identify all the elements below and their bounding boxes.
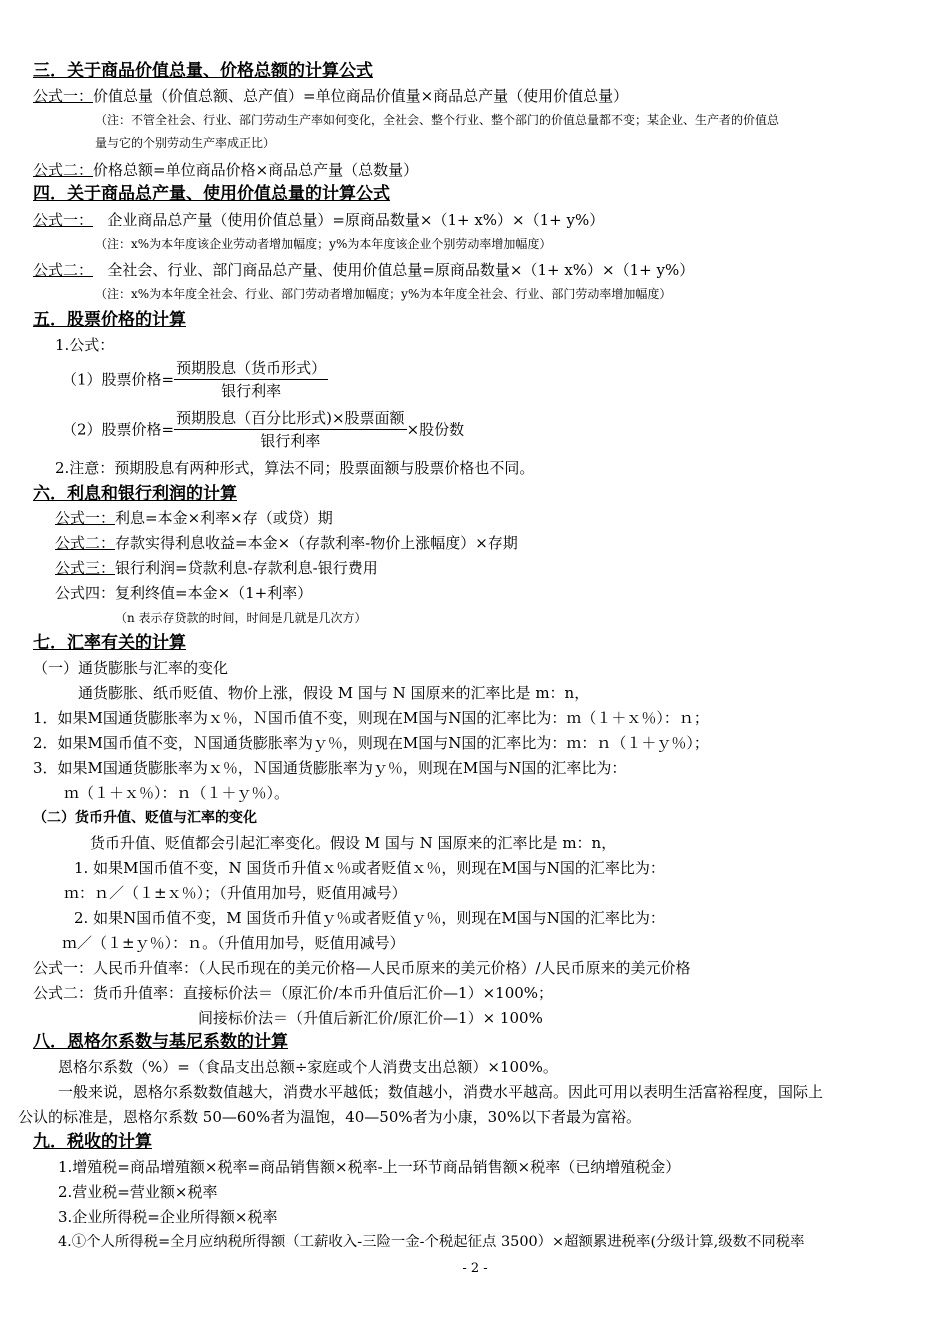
section-4-heading: 四．关于商品总产量、使用价值总量的计算公式 [33,184,390,204]
s6-note: （n 表示存贷款的时间，时间是几就是几次方） [115,611,367,625]
s9-item-1: 1.增殖税=商品增殖额×税率=商品销售额×税率-上一环节商品销售额×税率（已纳增殖税金） [58,1158,681,1176]
s4-formula-1 [33,210,604,230]
section-9-heading: 九．税收的计算 [33,1132,152,1152]
s5-f2-fraction [174,408,406,451]
section-3-heading: 三．关于商品价值总量、价格总额的计算公式 [33,61,373,81]
s7-p1-item-1: 1．如果M国通货膨胀率为ｘ％，Ｎ国币值不变，则现在M国与N国的汇率比为：ｍ（１＋ｘ％）：ｎ； [33,709,709,727]
s5-item-2: 2.注意：预期股息有两种形式，算法不同；股票面额与股票价格也不同。 [55,459,535,477]
s3-formula-1 [33,86,628,106]
s5-f2-denominator: 银行利率 [260,432,321,450]
s7-subheading-1: （一）通货膨胀与汇率的变化 [33,659,229,677]
section-6-heading: 六．利息和银行利润的计算 [33,484,237,504]
s5-f2-suffix: ×股份数 [406,420,465,439]
s4-note-2: （注：x%为本年度全社会、行业、部门劳动者增加幅度；y%为本年度全社会、行业、部门劳动率增加幅度） [95,287,672,301]
s9-item-3: 3.企业所得税=企业所得额×税率 [58,1208,278,1226]
s8-p2-cont: 公认的标准是，恩格尔系数 50—60%者为温饱，40—50%者为小康，30%以下者最为富裕。 [18,1108,641,1126]
s4-f1-label: 公式一： [33,211,94,229]
s7-p2-item-2-cont: ｍ／（１±ｙ％）：ｎ。（升值用加号，贬值用减号） [62,934,405,952]
s6-formula-4: 公式四：复利终值=本金×（1+利率） [55,584,313,602]
s3-f1-text: 价值总量（价值总额、总产值）=单位商品价值量×商品总产量（使用价值总量） [93,87,629,105]
s6-f1-label: 公式一： [55,509,116,527]
s7-p1: 通货膨胀、纸币贬值、物价上涨，假设 M 国与 N 国原来的汇率比是 m：n， [78,684,590,702]
s3-f1-label: 公式一： [33,87,94,105]
s7-formula-1: 公式一：人民币升值率：（人民币现在的美元价格—人民币原来的美元价格）/人民币原来的美元价格 [33,959,691,977]
s7-p2-item-1: 1. 如果M国币值不变，N 国货币升值ｘ％或者贬值ｘ％，则现在M国与N国的汇率比为： [74,859,665,877]
s6-f3-label: 公式三： [55,559,116,577]
s6-f3-text: 银行利润=贷款利息-存款利息-银行费用 [115,559,378,577]
s7-p1-item-3: 3．如果M国通货膨胀率为ｘ％，Ｎ国通货膨胀率为ｙ％，则现在M国与N国的汇率比为： [33,759,627,777]
s3-formula-2 [33,160,418,180]
s9-item-4: 4.①个人所得税=全月应纳税所得额（工薪收入-三险一金-个税起征点 3500）×超额累进税率(分级计算,级数不同税率 [58,1234,805,1250]
s7-p2-item-1-cont: ｍ：ｎ／（１±ｘ％）；（升值用加号，贬值用减号） [64,884,407,902]
s5-f1-denominator: 银行利率 [221,382,282,400]
s8-p1: 恩格尔系数（%）=（食品支出总额÷家庭或个人消费支出总额）×100%。 [58,1058,558,1076]
s7-formula-2: 公式二：货币升值率：直接标价法＝（原汇价/本币升值后汇价—1）×100%； [33,984,554,1002]
s4-note-1: （注：x%为本年度该企业劳动者增加幅度；y%为本年度该企业个别劳动率增加幅度） [95,237,552,251]
s5-f2-numerator: 预期股息（百分比形式)×股票面额 [174,408,406,430]
s4-formula-2 [33,260,694,280]
s7-p2-item-2: 2. 如果N国币值不变，M 国货币升值ｙ％或者贬值ｙ％，则现在M国与N国的汇率比为： [74,909,665,927]
section-7-heading: 七．汇率有关的计算 [33,633,186,653]
s3-note-line-2: 量与它的个别劳动生产率成正比） [95,136,276,150]
s3-note-line-1: （注：不管全社会、行业、部门劳动生产率如何变化，全社会、整个行业、整个部门的价值总量都不变；某企业、生产者的价值总 [95,113,780,127]
s4-f2-label: 公式二： [33,261,94,279]
s9-item-2: 2.营业税=营业额×税率 [58,1183,218,1201]
s7-subheading-2: （二）货币升值、贬值与汇率的变化 [33,810,257,826]
s4-f2-text: 全社会、行业、部门商品总产量、使用价值总量=原商品数量×（1+ x%）×（1+ y%） [107,261,695,279]
s8-p2: 一般来说，恩格尔系数数值越大，消费水平越低；数值越小，消费水平越高。因此可用以表明生活富裕程度，国际上 [58,1083,824,1101]
s5-f1-prefix: （1）股票价格= [62,370,175,389]
s5-f2-prefix: （2）股票价格= [62,420,175,439]
section-5-heading: 五．股票价格的计算 [33,310,186,330]
s7-p1-item-3-cont: ｍ（１＋ｘ％）：ｎ（１＋ｙ％）。 [64,784,290,802]
s5-f1-fraction [174,358,328,401]
s7-p2: 货币升值、贬值都会引起汇率变化。假设 M 国与 N 国原来的汇率比是 m：n， [90,834,617,852]
s6-f2-label: 公式二： [55,534,116,552]
s5-item-1: 1.公式： [55,336,115,354]
s7-formula-2-cont: 间接标价法＝（升值后新汇价/原汇价—1）× 100% [198,1009,543,1027]
s6-f2-text: 存款实得利息收益=本金×（存款利率-物价上涨幅度）×存期 [115,534,518,552]
s3-f2-text: 价格总额=单位商品价格×商品总产量（总数量） [93,161,419,179]
s5-formula-1 [62,358,328,401]
s3-f2-label: 公式二： [33,161,94,179]
s5-f1-numerator: 预期股息（货币形式） [174,358,328,380]
section-8-heading: 八．恩格尔系数与基尼系数的计算 [33,1032,288,1052]
page-number: - 2 - [462,1261,488,1276]
s5-formula-2 [62,408,464,451]
s6-f1-text: 利息=本金×利率×存（或贷）期 [115,509,333,527]
s7-p1-item-2: 2．如果M国币值不变，Ｎ国通货膨胀率为ｙ％，则现在M国与N国的汇率比为：ｍ：ｎ（１＋ｙ％）； [33,734,709,752]
s6-formula-2 [55,533,518,553]
s6-formula-1 [55,508,333,528]
s6-formula-3 [55,558,378,578]
s4-f1-text: 企业商品总产量（使用价值总量）=原商品数量×（1+ x%）×（1+ y%） [107,211,605,229]
